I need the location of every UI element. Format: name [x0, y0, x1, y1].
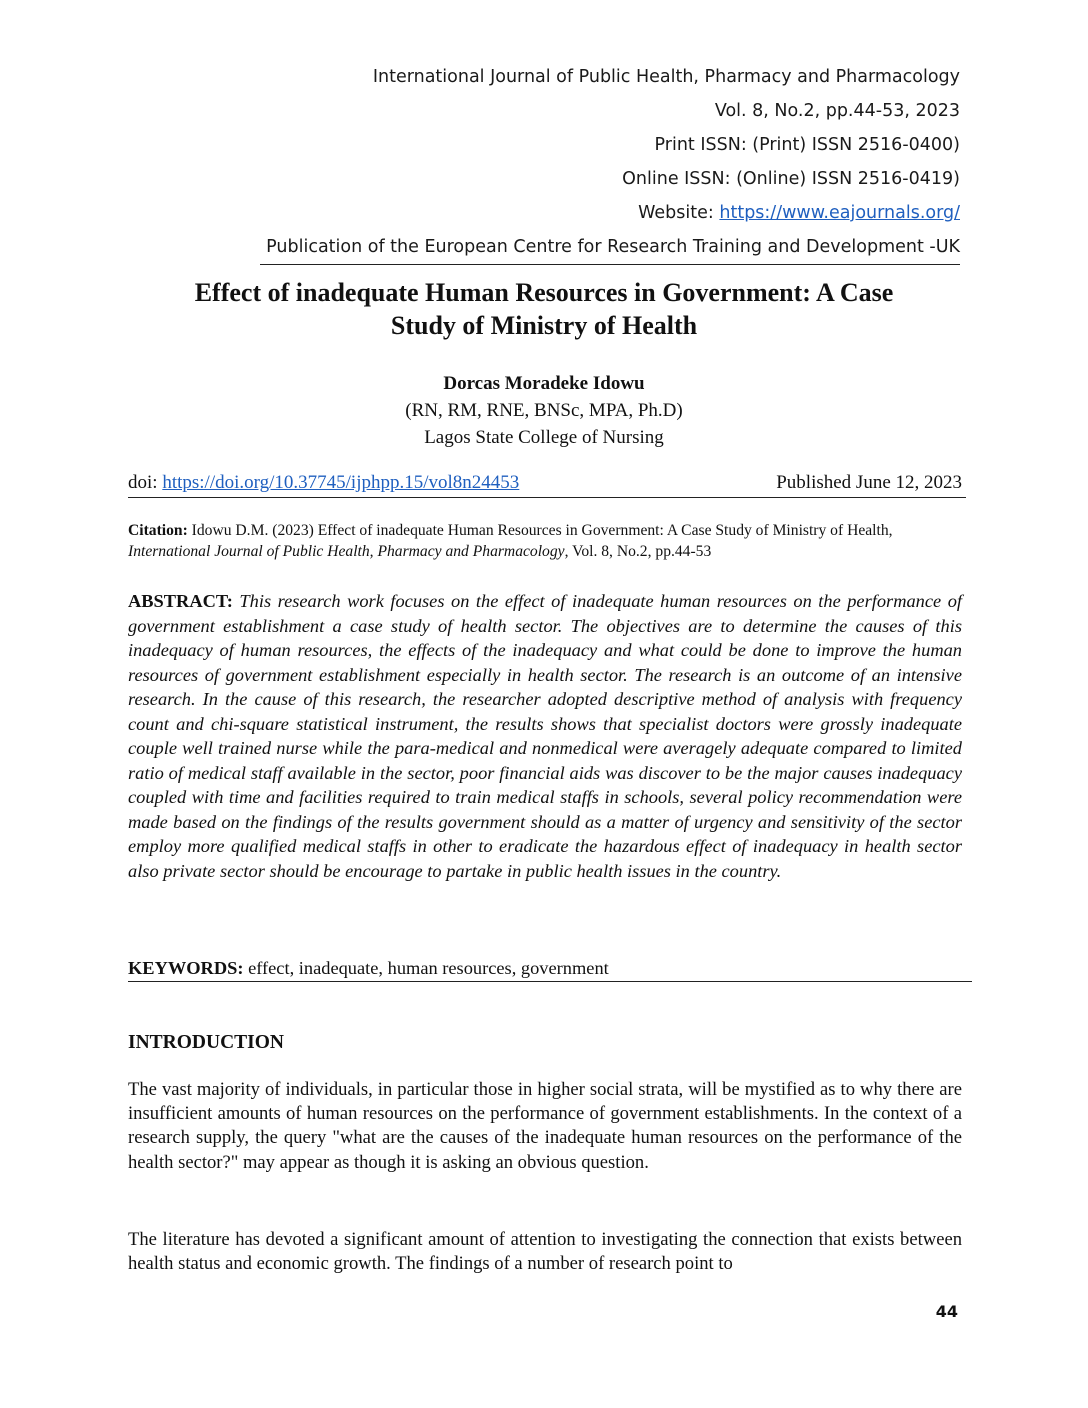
online-issn: Online ISSN: (Online) ISSN 2516-0419): [622, 169, 960, 189]
author-name: Dorcas Moradeke Idowu: [443, 373, 645, 394]
citation-text: Idowu D.M. (2023) Effect of inadequate Human Resources in Government: A Case Study of Ministry of Health,: [187, 522, 893, 539]
abstract-text: This research work focuses on the effect of inadequate human resources on the performance of government establishment a case study of health sector. The objectives are to determine the causes of this inadequacy of human resources, the effects of the inadequacy and what could be done to improve the human resources of government establishment especially in health sector. The research is an outcome of an intensive research. In the cause of this research, the researcher adopted descriptive method of analysis with frequency count and chi-square statistical instrument, the results shows that specialist doctors were grossly inadequate couple well trained nurse while the para-medical and nonmedical were averagely adequate compared to limited ratio of medical staff available in the sector, poor financial aids was discover to be the major causes inadequacy coupled with time and facilities required to train medical staffs in schools, several policy recommendation were made based on the findings of the results government should as a matter of urgency and sensitivity of the sector employ more qualified medical staffs in other to eradicate the hazardous effect of inadequacy in health sector also private sector should be encourage to partake in public health issues in the country.: [128, 591, 962, 881]
doi-divider: [128, 497, 966, 498]
keywords: [128, 956, 968, 980]
published-date: Published June 12, 2023: [776, 472, 962, 493]
title-line-2: Study of Ministry of Health: [390, 311, 698, 340]
introduction-paragraph-1: The vast majority of individuals, in particular those in higher social strata, will be mystified as to why there are insufficient amounts of human resources on the performance of government establishments. In the context of a research supply, the query "what are the causes of the inadequate human resources on the performance of the health sector?" may appear as though it is asking an obvious question.: [128, 1079, 962, 1173]
print-issn: Print ISSN: (Print) ISSN 2516-0400): [654, 135, 960, 155]
website-label: Website:: [638, 203, 720, 223]
citation-journal: International Journal of Public Health, Pharmacy and Pharmacology: [128, 543, 565, 560]
publisher-line: Publication of the European Centre for Research Training and Development -UK: [266, 237, 960, 257]
author-affiliation: Lagos State College of Nursing: [424, 427, 664, 448]
author-block: [100, 370, 988, 451]
journal-name: International Journal of Public Health, Pharmacy and Pharmacology: [372, 67, 960, 87]
title-line-1: Effect of inadequate Human Resources in Government: A Case: [194, 278, 894, 307]
introduction-paragraph-2: The literature has devoted a significant amount of attention to investigating the connection that exists between health status and economic growth. The findings of a number of research point to: [128, 1229, 962, 1275]
header-divider: [260, 264, 960, 265]
page-number: 44: [935, 1302, 958, 1321]
keywords-divider: [128, 981, 972, 982]
paper-title: [100, 276, 988, 342]
citation-volume: , Vol. 8, No.2, pp.44-53: [564, 543, 712, 560]
keywords-text: effect, inadequate, human resources, government: [243, 958, 609, 978]
abstract-label: ABSTRACT:: [128, 591, 233, 611]
citation-label: Citation:: [128, 522, 188, 539]
website-link[interactable]: https://www.eajournals.org/: [719, 203, 960, 223]
doi-row: [128, 470, 962, 496]
introduction-heading: INTRODUCTION: [128, 1032, 285, 1053]
website-line: [240, 196, 960, 230]
doi-line: [128, 470, 519, 496]
abstract: [128, 589, 962, 883]
journal-volume: Vol. 8, No.2, pp.44-53, 2023: [714, 101, 960, 121]
journal-header: [240, 60, 960, 264]
doi-label: doi:: [128, 472, 163, 493]
keywords-label: KEYWORDS:: [128, 958, 244, 978]
doi-link[interactable]: https://doi.org/10.37745/ijphpp.15/vol8n24453: [162, 472, 520, 493]
citation: [128, 520, 962, 562]
author-credentials: (RN, RM, RNE, BNSc, MPA, Ph.D): [405, 400, 683, 421]
